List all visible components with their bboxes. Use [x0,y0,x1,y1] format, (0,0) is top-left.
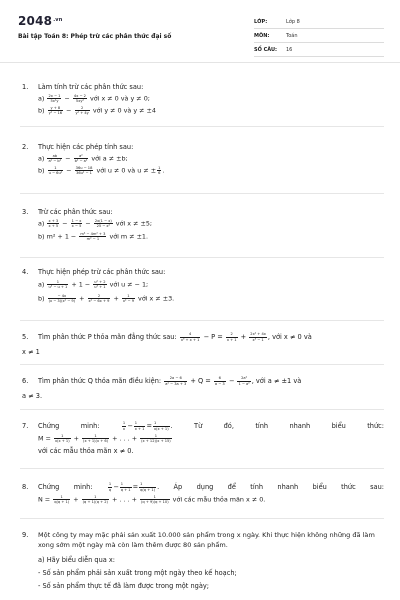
question-9-bullet-2: - Số sản phẩm thực tế đã làm được trong một ngày; [38,582,210,590]
numerator: 1 [53,495,70,500]
question-number: 9. [22,531,29,539]
denominator: y² − 16 [48,111,63,116]
operator: + [113,294,119,303]
question-divider [20,364,384,365]
question-number: 8. [22,483,29,491]
worksheet-title: Bài tập Toán 8: Phép trừ các phân thức đại số [18,33,172,40]
numerator: 1 [158,166,161,170]
equation-sign: − P = [203,333,223,341]
fraction [88,294,111,303]
fraction [140,495,170,504]
fraction [93,280,106,289]
denominator: x³ − 1 [252,337,264,342]
question-4-part-b [38,294,174,304]
question-3-part-b [38,232,148,242]
fraction [48,166,64,175]
fraction [48,106,63,115]
word: tính [255,422,269,430]
condition: với u ≠ − 1; [109,280,149,289]
part-label: a) [38,94,45,103]
question-text [38,376,301,386]
denominator: x² − 6x + 9 [88,299,110,304]
numerator: 1 [82,434,109,439]
question-text [38,332,312,342]
site-logo[interactable] [18,14,63,28]
question-number: 5. [22,333,29,341]
numerator: 4 [180,332,201,337]
denominator: x(x + 1) [54,439,70,444]
question-2-part-a [38,154,128,164]
word: tính [250,483,264,491]
word: sau: [370,483,384,491]
denominator: y² + 4y [75,111,89,116]
operator: − [113,483,119,491]
denominator: 6 [158,171,161,176]
numerator: 2x − 1 [48,94,61,98]
numerator: a² [74,154,89,159]
operator: + [73,495,79,504]
numerator: 1 [47,280,68,285]
fraction [94,219,113,228]
numerator: ab [47,154,62,159]
part-label: b) [38,294,45,303]
fraction [108,482,112,491]
question-1-part-a [38,94,150,104]
question-8-statement [38,482,384,492]
word: dụng [196,483,214,491]
fraction [249,332,267,341]
numerator: 1 − x [71,219,82,223]
word: nhanh [277,483,299,491]
denominator: x − 5 [71,224,82,229]
meta-label: MÔN: [254,32,270,39]
denominator: b² − a² [74,159,88,164]
operator: + [73,434,79,443]
part-label: a) [38,280,45,289]
question-divider [20,518,384,519]
question-divider [20,468,384,469]
numerator: − 4x [48,294,76,299]
expression-lead: M = [38,434,51,443]
question-number: 3. [22,208,29,216]
identity [107,483,182,491]
question-5-condition-continued: x ≠ 1 [22,348,40,356]
meta-value: 16 [286,46,293,53]
numerator: 2x(1 − x) [94,219,112,223]
numerator: m⁴ − 4m² + 3 [80,232,106,236]
condition: với x ≠ ±3. [138,294,175,303]
question-9-part-a: a) Hãy biểu diễn qua x: [38,556,116,564]
numerator: 1 [153,421,170,426]
fraction [157,166,161,175]
question-7-condition: với các mẫu thỏa mãn x ≠ 0. [38,447,134,455]
header-divider [0,62,400,63]
fraction [120,482,132,491]
question-divider [20,320,384,321]
question-text: Thực hiện phép trừ các phân thức sau: [38,268,166,276]
question-1-part-b [38,106,156,116]
logo-text: 2048 [18,14,53,28]
denominator: x(x + 1) [153,426,169,431]
denominator: u³ − u + 1 [48,285,68,290]
denominator: 5x²y [50,99,59,104]
word: đó, [223,422,234,430]
word: thức: [367,422,384,430]
ellipsis: + . . . + [112,434,138,443]
word: thức [341,483,356,491]
numerator: y + 8 [48,106,63,111]
numerator: 2 [88,294,111,299]
meta-row-count [254,43,384,57]
meta-label: LỚP: [254,18,268,25]
word: biểu [312,483,327,491]
question-divider [20,257,384,258]
word: Chứng [38,483,60,491]
operator: − [64,94,70,103]
numerator: 4x − 2 [73,94,86,98]
word: nhanh [289,422,311,430]
expression-lead: m² + 1 − [46,232,77,241]
operator: − [127,422,133,430]
numerator: 2a − 6 [164,376,187,381]
part-label: a) [38,154,45,163]
numerator: 2 [75,106,90,111]
question-number: 6. [22,377,29,385]
condition: với m ≠ ±1. [109,232,149,241]
operator: − [85,219,91,228]
fraction [54,434,71,443]
fraction [140,434,172,443]
fraction [82,495,109,504]
worksheet-meta [254,15,384,57]
numerator: 36u − 18 [75,166,93,170]
condition: với các mẫu thỏa mãn x ≠ 0. [172,495,266,504]
denominator: x + 1 [226,337,237,342]
numerator: 1 [122,421,126,426]
operator: − [62,219,68,228]
question-number: 1. [22,83,29,91]
question-9-bullet-1: - Số sản phẩm phải sản xuất trong một ngày theo kế hoạch; [38,569,237,577]
equation-sign: = [132,483,139,491]
denominator: (x + 1)(x + 6) [83,439,109,444]
fraction [164,376,187,385]
numerator: 1 [120,482,132,487]
denominator: m² − 1 [86,237,100,242]
numerator: 2x² + 4x [250,332,266,337]
numerator: 1 [48,166,64,171]
question-number: 7. [22,422,29,430]
fraction [134,421,146,430]
question-text-lead: Tìm phân thức P thỏa mãn đẳng thức sau: [38,333,177,341]
word: Chứng [38,422,60,430]
fraction [214,376,226,385]
denominator: q [108,487,112,492]
denominator: u³ + 1 [94,285,106,290]
condition-end: . [162,166,165,175]
denominator: x³ + x + 1 [180,337,200,342]
part-label: b) [38,106,45,115]
meta-row-class [254,15,384,29]
part-label: b) [38,166,45,175]
question-9-paragraph: Một công ty may mặc phải sản xuất 10.000 sản phẩm trong x ngày. Khi thực hiện không những đã làm xong sớm một ngày mà còn làm thêm được 80 sản phẩm. [38,531,375,549]
denominator: x² − 9 [122,299,134,304]
operator: + [240,333,247,341]
denominator: 25 − x² [96,224,110,229]
denominator: q(q + 1) [140,487,156,492]
denominator: 1 − a² [238,381,250,386]
denominator: x + 5 [48,224,59,229]
question-number: 2. [22,143,29,151]
denominator: (x − 3)(x² − 9) [48,299,76,304]
condition: với a ≠ ±b; [91,154,128,163]
question-7-expression [38,434,173,444]
word: biểu [331,422,346,430]
fraction [47,154,62,163]
fraction [53,495,70,504]
part-label: a) [38,219,45,228]
question-3-part-a [38,219,152,229]
equation-sign: = [146,422,152,430]
fraction [73,94,87,103]
question-number: 4. [22,268,29,276]
question-6-condition-continued: a ≠ 3. [22,392,43,400]
fraction [82,434,109,443]
operator: − [228,377,235,385]
fraction [47,280,68,289]
question-text: Trừ các phân thức sau: [38,208,113,216]
word: minh: [73,483,93,491]
meta-label: SỐ CÂU: [254,46,278,53]
operator: − [65,154,71,163]
question-6 [22,376,384,398]
question-4-part-a [38,280,148,290]
numerator: 1 [54,434,71,439]
meta-value: Toán [286,32,298,39]
condition: với x ≠ 0 và y ≠ 0; [89,94,150,103]
fraction [47,219,59,228]
fraction [153,421,170,430]
fraction [122,294,135,303]
fraction [122,421,126,430]
word: . Áp [157,483,183,491]
numerator: x + 3 [48,219,59,223]
fraction [71,219,83,228]
denominator: x [122,426,126,431]
denominator: a − 3 [214,381,225,386]
operator: − [66,166,72,175]
numerator: 1 [140,434,172,439]
denominator: (q + 9)(q + 10) [141,500,169,505]
numerator: 2 [226,332,238,337]
fraction [74,154,89,163]
fraction [237,376,250,385]
denominator: a² − b² [48,159,62,164]
fraction [75,106,90,115]
part-label: b) [38,232,45,241]
denominator: 36u² − 1 [76,171,92,176]
question-8-expression [38,495,265,505]
word: để [227,483,236,491]
ellipsis: + . . . + [112,495,137,504]
denominator: q + 1 [120,487,131,492]
numerator: 2a² [237,376,250,381]
denominator: 5xy² [75,99,84,104]
question-divider [20,126,384,127]
condition: , với x ≠ 0 và [267,333,312,341]
denominator: x + 1 [134,426,145,431]
word: . Từ [170,422,203,430]
question-divider [20,193,384,194]
question-text-lead: Tìm phân thức Q thỏa mãn điều kiện: [38,377,162,385]
meta-value: Lớp 8 [286,18,300,25]
fraction [47,94,61,103]
fraction [79,232,106,241]
word: minh: [80,422,100,430]
denominator: (q + 1)(q + 2) [82,500,108,505]
fraction [48,294,76,303]
operator: + [79,294,85,303]
denominator: q(q + 1) [54,500,70,505]
numerator: 1 [140,495,170,500]
fraction [180,332,201,341]
denominator: a² − 3a + 3 [165,381,187,386]
expression-lead: N = [38,495,51,504]
condition: với y ≠ 0 và y ≠ ±4 [92,106,156,115]
numerator: 1 [82,495,109,500]
operator: + 1 − [71,280,91,289]
question-divider [20,409,384,410]
question-7-statement [38,421,384,431]
question-text: Thực hiện các phép tính sau: [38,143,134,151]
question-2-part-b [38,166,164,176]
numerator: 1 [139,482,156,487]
question-5 [22,332,384,354]
meta-row-subject [254,29,384,43]
numerator: 1 [122,294,135,299]
fraction [75,166,94,175]
numerator: 6 [214,376,226,381]
equation-sign: + Q = [190,377,211,385]
numerator: 1 [134,421,146,426]
denominator: u − 6u² [48,171,63,176]
condition: với u ≠ 0 và u ≠ ± [96,166,157,175]
condition: , với a ≠ ±1 và [251,377,302,385]
denominator: (x + 12)(x + 15) [141,439,171,444]
fraction [139,482,156,491]
identity [121,422,202,430]
fraction [226,332,238,341]
numerator: 1 [108,482,112,487]
document-header [0,0,400,62]
numerator: u² + 2 [94,280,106,284]
question-text: Làm tính trừ các phân thức sau: [38,83,144,91]
logo-suffix: .vn [53,17,63,23]
operator: − [66,106,72,115]
condition: với x ≠ ±5; [115,219,153,228]
